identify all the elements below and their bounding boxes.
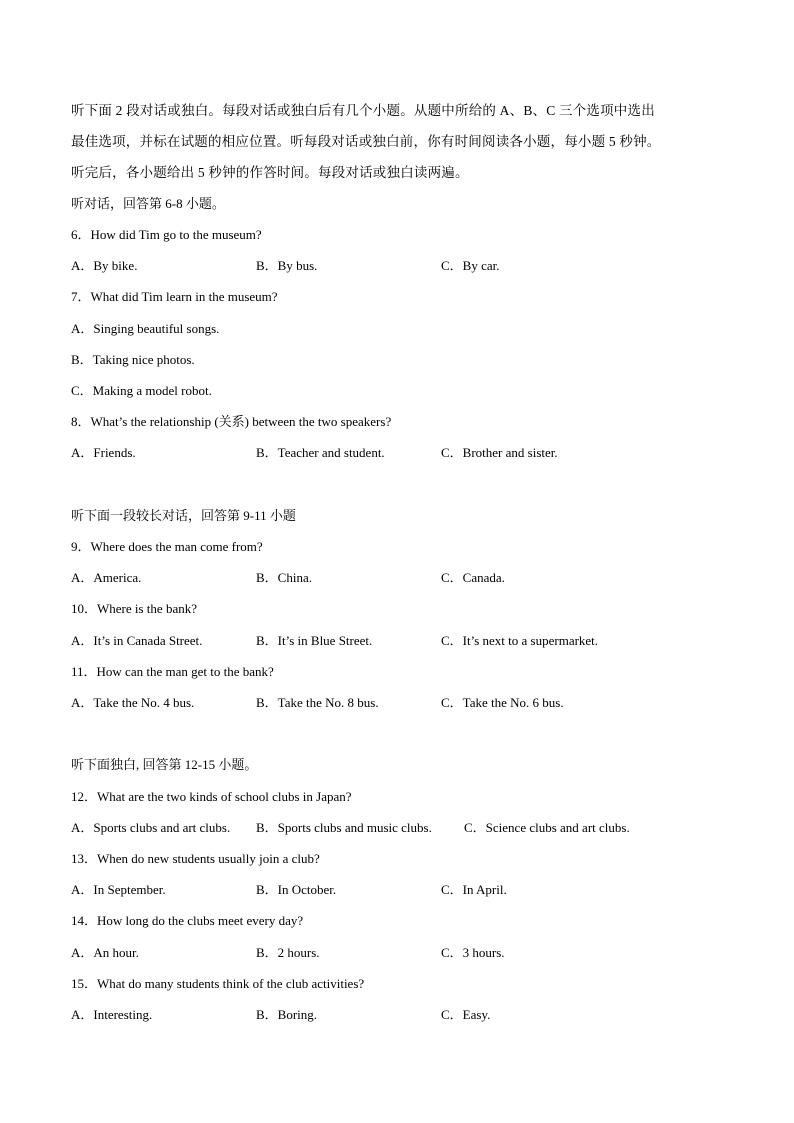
option-b[interactable]: B．By bus. xyxy=(256,258,318,273)
option-a[interactable]: A．In September. xyxy=(71,882,166,897)
option-c[interactable]: C．By car. xyxy=(441,258,500,273)
section-heading: 听下面独白, 回答第 12-15 小题。 xyxy=(71,757,258,772)
option-a[interactable]: A．Singing beautiful songs. xyxy=(71,321,220,336)
question-13: 13．When do new students usually join a club? xyxy=(71,851,320,866)
option-c[interactable]: C．It’s next to a supermarket. xyxy=(441,633,599,648)
option-b[interactable]: B．Sports clubs and music clubs. xyxy=(256,820,432,835)
question-15: 15．What do many students think of the club activities? xyxy=(71,976,365,991)
question-12: 12．What are the two kinds of school clubs in Japan? xyxy=(71,789,352,804)
question-14: 14．How long do the clubs meet every day? xyxy=(71,913,304,928)
option-a[interactable]: A．An hour. xyxy=(71,945,139,960)
option-c[interactable]: C．Science clubs and art clubs. xyxy=(464,820,630,835)
option-b[interactable]: B．It’s in Blue Street. xyxy=(256,633,373,648)
section-heading: 听下面一段较长对话，回答第 9-11 小题 xyxy=(71,508,296,523)
option-b[interactable]: B．In October. xyxy=(256,882,337,897)
option-c[interactable]: C．3 hours. xyxy=(441,945,505,960)
option-a[interactable]: A．Sports clubs and art clubs. xyxy=(71,820,231,835)
option-c[interactable]: C．Brother and sister. xyxy=(441,445,558,460)
instructions-line-2: 最佳选项，并标在试题的相应位置。听每段对话或独白前，你有时间阅读各小题，每小题 5 秒钟。 xyxy=(71,134,661,149)
option-b[interactable]: B．2 hours. xyxy=(256,945,320,960)
question-6: 6．How did Tim go to the museum? xyxy=(71,227,262,242)
option-a[interactable]: A．America. xyxy=(71,570,142,585)
section-heading: 听对话，回答第 6-8 小题。 xyxy=(71,196,225,211)
option-c[interactable]: C．In April. xyxy=(441,882,507,897)
option-b[interactable]: B．China. xyxy=(256,570,312,585)
instructions-line-3: 听完后，各小题给出 5 秒钟的作答时间。每段对话或独白读两遍。 xyxy=(71,165,469,180)
question-11: 11．How can the man get to the bank? xyxy=(71,664,274,679)
option-b[interactable]: B．Boring. xyxy=(256,1007,318,1022)
option-b[interactable]: B．Take the No. 8 bus. xyxy=(256,695,379,710)
question-10: 10．Where is the bank? xyxy=(71,601,197,616)
option-a[interactable]: A．By bike. xyxy=(71,258,138,273)
question-7: 7．What did Tim learn in the museum? xyxy=(71,289,278,304)
question-9: 9．Where does the man come from? xyxy=(71,539,263,554)
option-a[interactable]: A．Take the No. 4 bus. xyxy=(71,695,195,710)
option-b[interactable]: B．Teacher and student. xyxy=(256,445,385,460)
instructions-line-1: 听下面 2 段对话或独白。每段对话或独白后有几个小题。从题中所给的 A、B、C 三个选项中选出 xyxy=(71,103,655,118)
option-a[interactable]: A．It’s in Canada Street. xyxy=(71,633,203,648)
option-c[interactable]: C．Take the No. 6 bus. xyxy=(441,695,564,710)
option-c[interactable]: C．Canada. xyxy=(441,570,505,585)
option-a[interactable]: A．Friends. xyxy=(71,445,136,460)
option-c[interactable]: C．Making a model robot. xyxy=(71,383,212,398)
option-b[interactable]: B．Taking nice photos. xyxy=(71,352,195,367)
question-8: 8．What’s the relationship (关系) between the two speakers? xyxy=(71,414,392,429)
option-a[interactable]: A．Interesting. xyxy=(71,1007,153,1022)
option-c[interactable]: C．Easy. xyxy=(441,1007,491,1022)
